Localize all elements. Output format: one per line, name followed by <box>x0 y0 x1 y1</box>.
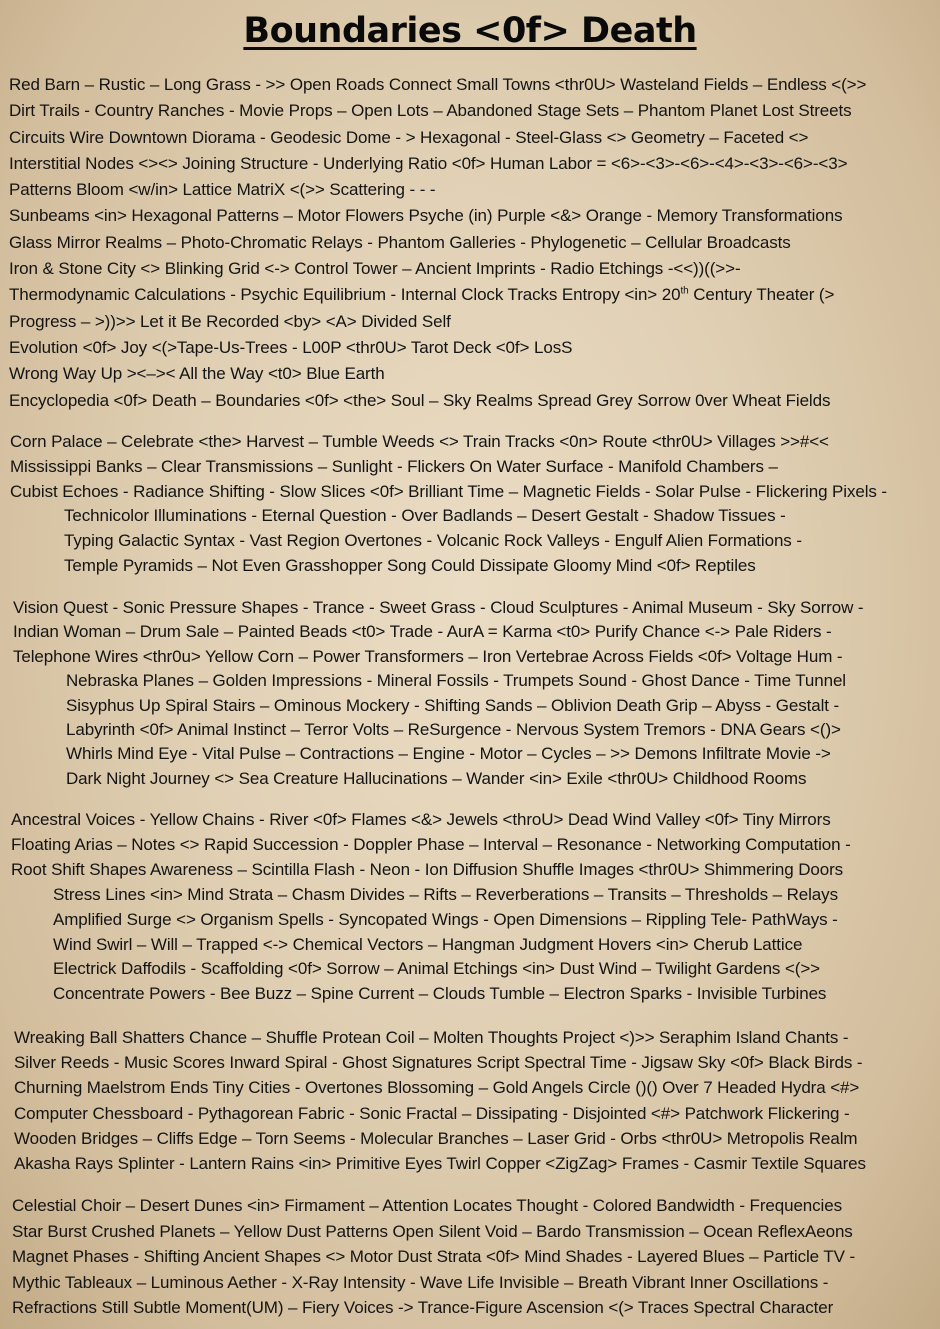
stanza-6-line: Refractions Still Subtle Moment(UM) – Fiery Voices -> Trance-Figure Ascension <(> Traces Spectral Character <box>12 1298 834 1317</box>
page-title <box>0 8 940 54</box>
stanza-1-line: Interstitial Nodes <><> Joining Structure - Underlying Ratio <0f> Human Labor = <6>-<3>-<6>-<4>-<3>-<6>-<3> <box>9 153 848 173</box>
stanza-1-line: Progress – >))>> Let it Be Recorded <by> <A> Divided Self <box>9 311 451 331</box>
stanza-1-line: Glass Mirror Realms – Photo-Chromatic Relays - Phantom Galleries - Phylogenetic – Cellular Broadcasts <box>9 232 791 252</box>
stanza-4-indented-line: Concentrate Powers - Bee Buzz – Spine Current – Clouds Tumble – Electron Sparks - Invisible Turbines <box>53 984 827 1004</box>
stanza-3 <box>13 596 863 791</box>
stanza-1-line: Iron & Stone City <> Blinking Grid <-> Control Tower – Ancient Imprints - Radio Etchings -<<))((>>- <box>9 259 741 279</box>
stanza-5-line: Churning Maelstrom Ends Tiny Cities - Overtones Blossoming – Gold Angels Circle ()() Over 7 Headed Hydra <#> <box>14 1078 860 1098</box>
ordinal-superscript: th <box>680 285 689 297</box>
stanza-1-line: Dirt Trails - Country Ranches - Movie Props – Open Lots – Abandoned Stage Sets – Phantom Planet Lost Streets <box>9 101 852 121</box>
stanza-2-indented-line: Typing Galactic Syntax - Vast Region Overtones - Volcanic Rock Valleys - Engulf Alien Formations - <box>64 531 802 551</box>
stanza-5 <box>14 1025 866 1176</box>
stanza-1 <box>9 72 866 414</box>
page-title-text: Boundaries <0f> Death <box>243 11 697 51</box>
stanza-5-line: Silver Reeds - Music Scores Inward Spiral - Ghost Signatures Script Spectral Time - Jigsaw Sky <0f> Black Birds - <box>14 1053 863 1073</box>
stanza-3-indented-line: Nebraska Planes – Golden Impressions - Mineral Fossils - Trumpets Sound - Ghost Dance - Time Tunnel <box>66 671 846 691</box>
stanza-3-line: Telephone Wires <thr0u> Yellow Corn – Power Transformers – Iron Vertebrae Across Fields <0f> Voltage Hum - <box>13 646 843 666</box>
stanza-5-line: Wreaking Ball Shatters Chance – Shuffle Protean Coil – Molten Thoughts Project <)>> Seraphim Island Chants - <box>14 1028 849 1047</box>
stanza-1-line: Sunbeams <in> Hexagonal Patterns – Motor Flowers Psyche (in) Purple <&> Orange - Memory Transformations <box>9 206 843 226</box>
stanza-1-line: Patterns Bloom <w/in> Lattice MatriX <(>> Scattering - - - <box>9 180 436 200</box>
stanza-3-indented-line: Labyrinth <0f> Animal Instinct – Terror Volts – ReSurgence - Nervous System Tremors - DNA Gears <()> <box>66 720 841 740</box>
stanza-4-indented-line: Stress Lines <in> Mind Strata – Chasm Divides – Rifts – Reverberations – Transits – Thresholds – Relays <box>53 884 838 904</box>
stanza-3-indented-line: Sisyphus Up Spiral Stairs – Ominous Mockery - Shifting Sands – Oblivion Death Grip – Abyss - Gestalt - <box>66 695 840 715</box>
stanza-2-line: Cubist Echoes - Radiance Shifting - Slow Slices <0f> Brilliant Time – Magnetic Fields - Solar Pulse - Flickering Pixels - <box>10 481 887 501</box>
stanza-1-line: Circuits Wire Downtown Diorama - Geodesic Dome - > Hexagonal - Steel-Glass <> Geometry – Faceted <> <box>9 127 809 147</box>
stanza-4-line: Root Shift Shapes Awareness – Scintilla Flash - Neon - Ion Diffusion Shuffle Images <thr0U> Shimmering Doors <box>11 859 844 879</box>
stanza-1-line-with-superscript <box>9 282 866 308</box>
line-text: Thermodynamic Calculations - Psychic Equilibrium - Internal Clock Tracks Entropy <in> 20 <box>9 285 681 305</box>
stanza-1-line: Wrong Way Up ><–>< All the Way <t0> Blue Earth <box>9 364 385 384</box>
stanza-3-indented-line: Dark Night Journey <> Sea Creature Hallucinations – Wander <in> Exile <thr0U> Childhood Rooms <box>66 768 807 788</box>
stanza-2-line: Corn Palace – Celebrate <the> Harvest – Tumble Weeds <> Train Tracks <0n> Route <thr0U> Villages >>#<< <box>10 432 829 451</box>
line-text-tail: Century Theater (> <box>688 285 835 305</box>
stanza-6 <box>12 1193 855 1321</box>
stanza-2-line: Mississippi Banks – Clear Transmissions – Sunlight - Flickers On Water Surface - Manifold Chambers – <box>10 456 778 476</box>
stanza-3-indented-line: Whirls Mind Eye - Vital Pulse – Contractions – Engine - Motor – Cycles – >> Demons Infiltrate Movie -> <box>66 744 831 764</box>
stanza-6-line: Celestial Choir – Desert Dunes <in> Firmament – Attention Locates Thought - Colored Bandwidth - Frequencies <box>12 1196 842 1215</box>
stanza-2 <box>10 430 887 579</box>
stanza-4-line: Ancestral Voices - Yellow Chains - River <0f> Flames <&> Jewels <throU> Dead Wind Valley <0f> Tiny Mirrors <box>11 810 831 829</box>
stanza-5-line: Computer Chessboard - Pythagorean Fabric - Sonic Fractal – Dissipating - Disjointed <#> Patchwork Flickering - <box>14 1103 850 1123</box>
stanza-3-line: Vision Quest - Sonic Pressure Shapes - Trance - Sweet Grass - Cloud Sculptures - Animal Museum - Sky Sorrow - <box>13 598 864 617</box>
stanza-5-line: Akasha Rays Splinter - Lantern Rains <in> Primitive Eyes Twirl Copper <ZigZag> Frames - Casmir Textile Squares <box>14 1154 866 1174</box>
stanza-4-line: Floating Arias – Notes <> Rapid Succession - Doppler Phase – Interval – Resonance - Networking Computation - <box>11 834 851 854</box>
stanza-2-indented-line: Technicolor Illuminations - Eternal Question - Over Badlands – Desert Gestalt - Shadow Tissues - <box>64 506 786 526</box>
stanza-2-indented-line: Temple Pyramids – Not Even Grasshopper Song Could Dissipate Gloomy Mind <0f> Reptiles <box>64 555 756 575</box>
stanza-4-indented-line: Wind Swirl – Will – Trapped <-> Chemical Vectors – Hangman Judgment Hovers <in> Cherub Lattice <box>53 934 803 954</box>
stanza-4-indented-line: Electrick Daffodils - Scaffolding <0f> Sorrow – Animal Etchings <in> Dust Wind – Twilight Gardens <(>> <box>53 959 820 979</box>
stanza-1-line: Evolution <0f> Joy <(>Tape-Us-Trees - L00P <thr0U> Tarot Deck <0f> LosS <box>9 337 573 357</box>
stanza-6-line: Magnet Phases - Shifting Ancient Shapes <> Motor Dust Strata <0f> Mind Shades - Layered Blues – Particle TV - <box>12 1247 856 1266</box>
stanza-6-line: Mythic Tableaux – Luminous Aether - X-Ray Intensity - Wave Life Invisible – Breath Vibrant Inner Oscillations - <box>12 1272 829 1292</box>
stanza-1-line: Encyclopedia <0f> Death – Boundaries <0f> <the> Soul – Sky Realms Spread Grey Sorrow 0ver Wheat Fields <box>9 390 831 410</box>
stanza-4 <box>11 808 851 1007</box>
stanza-1-line: Red Barn – Rustic – Long Grass - >> Open Roads Connect Small Towns <thr0U> Wasteland Fields – Endless <(>> <box>9 75 867 94</box>
stanza-4-indented-line: Amplified Surge <> Organism Spells - Syncopated Wings - Open Dimensions – Rippling Tele- PathWays - <box>53 909 838 929</box>
stanza-6-line: Star Burst Crushed Planets – Yellow Dust Patterns Open Silent Void – Bardo Transmission – Ocean ReflexAeons <box>12 1221 853 1241</box>
stanza-3-line: Indian Woman – Drum Sale – Painted Beads <t0> Trade - AurA = Karma <t0> Purify Chance <-> Pale Riders - <box>13 622 832 642</box>
stanza-5-line: Wooden Bridges – Cliffs Edge – Torn Seems - Molecular Branches – Laser Grid - Orbs <thr0U> Metropolis Realm <box>14 1128 858 1148</box>
